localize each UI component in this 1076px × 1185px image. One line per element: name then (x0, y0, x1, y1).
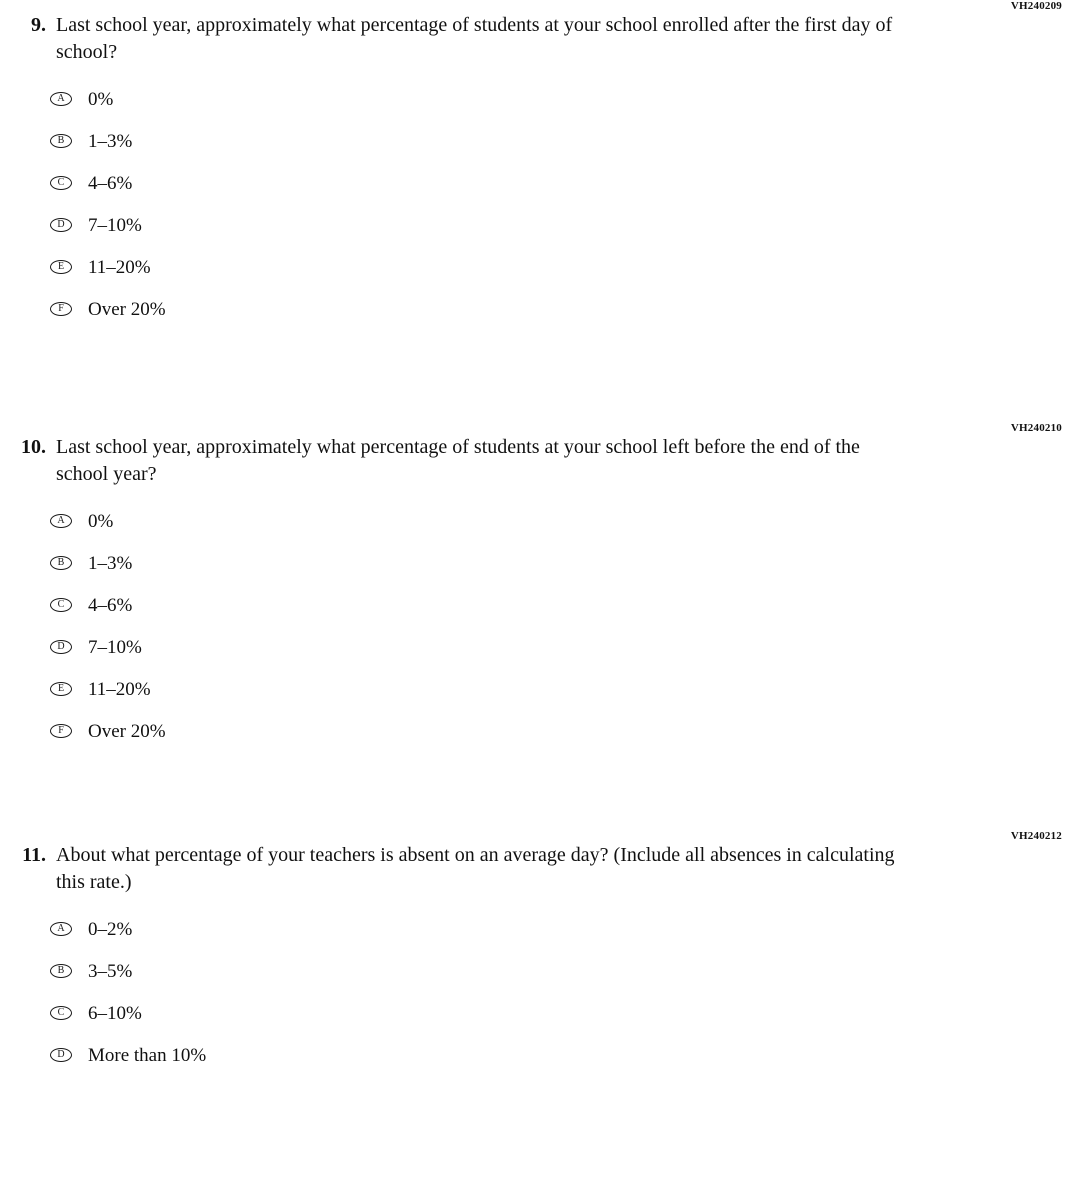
option-list-9 (0, 78, 1076, 330)
option-item[interactable] (50, 204, 1076, 246)
option-item[interactable] (50, 668, 1076, 710)
option-bubble-d-icon[interactable]: D (50, 1048, 72, 1062)
option-item[interactable] (50, 162, 1076, 204)
question-text-9: Last school year, approximately what percentage of students at your school enrolled after the first day of school? (56, 14, 893, 63)
option-bubble-f-icon[interactable]: F (50, 302, 72, 316)
option-item[interactable] (50, 950, 1076, 992)
question-heading-10 (0, 434, 1076, 488)
option-item[interactable] (50, 626, 1076, 668)
option-item[interactable] (50, 710, 1076, 752)
question-heading-11 (0, 842, 1076, 896)
option-label: 1–3% (88, 552, 133, 574)
option-label: 1–3% (88, 130, 133, 152)
question-block-11 (0, 830, 1076, 1076)
option-label: 6–10% (88, 1002, 142, 1024)
option-bubble-d-icon[interactable]: D (50, 218, 72, 232)
question-block-10 (0, 422, 1076, 752)
question-id-10: VH240210 (1010, 422, 1062, 434)
option-item[interactable] (50, 584, 1076, 626)
option-bubble-b-icon[interactable]: B (50, 964, 72, 978)
question-number-9: 9. (31, 14, 46, 36)
section-spacer (0, 752, 1076, 830)
option-item[interactable] (50, 1034, 1076, 1076)
option-label: 4–6% (88, 594, 133, 616)
option-bubble-e-icon[interactable]: E (50, 682, 72, 696)
option-bubble-c-icon[interactable]: C (50, 598, 72, 612)
option-item[interactable] (50, 288, 1076, 330)
question-text-10: Last school year, approximately what percentage of students at your school left before the end of the school year? (56, 436, 860, 485)
option-label: 7–10% (88, 214, 142, 236)
option-bubble-a-icon[interactable]: A (50, 922, 72, 936)
option-item[interactable] (50, 992, 1076, 1034)
option-label: More than 10% (88, 1044, 207, 1066)
option-label: 11–20% (88, 256, 151, 278)
option-item[interactable] (50, 120, 1076, 162)
option-label: 4–6% (88, 172, 133, 194)
question-id-11: VH240212 (1010, 830, 1062, 842)
option-label: 3–5% (88, 960, 133, 982)
option-item[interactable] (50, 246, 1076, 288)
option-label: 0% (88, 88, 114, 110)
option-bubble-c-icon[interactable]: C (50, 1006, 72, 1020)
option-label: Over 20% (88, 720, 166, 742)
option-list-11 (0, 908, 1076, 1076)
option-item[interactable] (50, 500, 1076, 542)
option-label: 0% (88, 510, 114, 532)
option-bubble-f-icon[interactable]: F (50, 724, 72, 738)
option-bubble-b-icon[interactable]: B (50, 134, 72, 148)
option-bubble-a-icon[interactable]: A (50, 92, 72, 106)
option-bubble-e-icon[interactable]: E (50, 260, 72, 274)
option-bubble-c-icon[interactable]: C (50, 176, 72, 190)
question-block-9 (0, 0, 1076, 330)
section-spacer (0, 330, 1076, 422)
question-heading-9 (0, 12, 1076, 66)
question-id-9: VH240209 (1010, 0, 1062, 12)
option-item[interactable] (50, 78, 1076, 120)
option-item[interactable] (50, 542, 1076, 584)
option-label: 0–2% (88, 918, 133, 940)
question-number-10: 10. (21, 436, 46, 458)
question-text-11: About what percentage of your teachers is absent on an average day? (Include all absences in calculating this rate.) (56, 844, 895, 893)
option-bubble-d-icon[interactable]: D (50, 640, 72, 654)
option-label: 11–20% (88, 678, 151, 700)
option-bubble-a-icon[interactable]: A (50, 514, 72, 528)
question-number-11: 11. (22, 844, 46, 866)
option-label: 7–10% (88, 636, 142, 658)
option-item[interactable] (50, 908, 1076, 950)
option-bubble-b-icon[interactable]: B (50, 556, 72, 570)
option-label: Over 20% (88, 298, 166, 320)
option-list-10 (0, 500, 1076, 752)
